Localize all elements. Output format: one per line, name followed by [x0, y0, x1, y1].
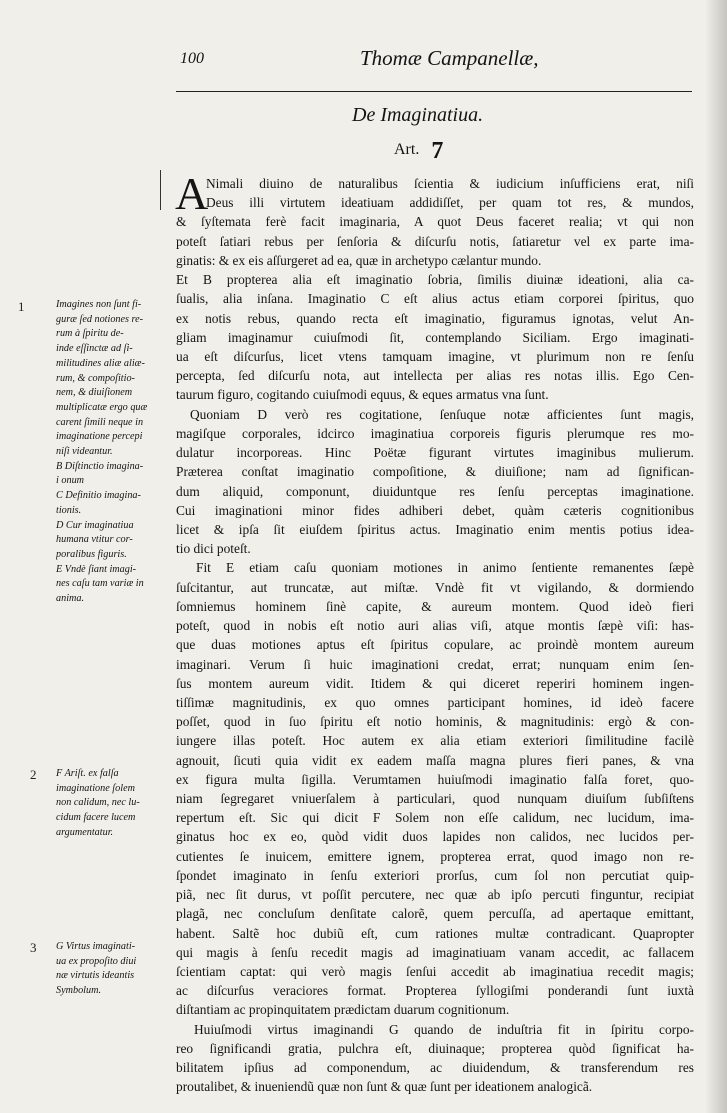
margin-note-line: næ virtutis ideantis — [56, 970, 135, 982]
body-line: poteſt ſatiari rebus per ſenſoria & diſcurſu notis, ſatiaretur vel ex parte ima- — [176, 233, 694, 249]
body-line: imaginari. Verum ſi huic imaginationi credat, errat; nunquam enim ſen- — [176, 656, 694, 672]
margin-note-line: tionis. — [56, 504, 82, 516]
margin-note-line: nes caſu tam variæ in — [56, 578, 144, 590]
body-line: bilitatem ipſius ad componendum, ac diuidendum, & transferendum res — [176, 1060, 694, 1076]
body-line: & ſyſtemata ferè facit imaginaria, A quot Deus faceret realia; vt qui non — [176, 214, 694, 230]
margin-mark: 1 — [18, 299, 25, 314]
body-line: ex figura multa ſigilla. Verumtamen huiuſmodi imaginatio falſa foret, quo- — [176, 771, 694, 787]
body-line: dum aliquid, componunt, diuiduntque res ſenſu perceptas imaginatione. — [176, 483, 694, 499]
header-rule — [176, 91, 692, 92]
margin-note-line: ua ex propoſito diui — [56, 955, 137, 967]
body-line: iungere illas poteſt. Hoc autem ex alia etiam exteriori ſimilitudine facilè — [176, 733, 694, 749]
body-line: ginatis: & ex eis aſſurgeret ad ea, quæ in archetypo cælantur mundo. — [176, 252, 542, 268]
margin-note-line: nem, & diuiſionem — [56, 387, 133, 399]
body-line: cutientes ſe inuicem, emittere ignem, propterea errat, quod imago non re- — [176, 848, 694, 864]
margin-note-line: Imagines non ſunt fi- — [56, 299, 142, 310]
body-line: gliam imaginamur cuiuſmodi ſit, contemplando Siciliam. Ergo imaginati- — [176, 329, 694, 345]
drop-cap: A — [175, 168, 209, 219]
margin-note-line: E Vndè ſiant imagi- — [56, 563, 137, 575]
margin-note-line: imaginatione ſolem — [56, 782, 135, 794]
page-gutter-shadow — [705, 0, 727, 1113]
margin-note-line: argumentatur. — [56, 826, 114, 838]
article-number: 7 — [431, 138, 444, 164]
margin-mark: 2 — [30, 767, 37, 782]
body-line: poteſt, quod in nobis eſt notio auri alias viſi, atque montis ſæpè viſi: has- — [176, 618, 694, 634]
body-line: ac diſcurſus veraciores format. Propterea ſyllogiſmi ponderandi ſunt iuxtà — [176, 983, 694, 999]
margin-note-line: Symbolum. — [56, 985, 101, 997]
body-line: reo ſignificandi gratia, pulchra eſt, diuinaque; propterea quòd ſignificat ha- — [176, 1040, 694, 1056]
body-line: habent. Saltẽ hoc dubiũ eſt, cum rationes multæ contradicant. Quapropter — [176, 925, 694, 941]
body-line: Huiuſmodi virtus imaginandi G quando de induſtria fit in ſpiritu corpo- — [194, 1021, 694, 1037]
margin-note-line: carent ſimili neque in — [56, 416, 144, 428]
body-line: diſtantiam ac propinquitatem prædictam duarum cognitionum. — [176, 1002, 510, 1018]
article-heading — [394, 138, 443, 165]
body-line: Cui imaginationi minor fides adhiberi debet, quàm cæteris cognitionibus — [176, 502, 694, 518]
body-line: poſſet, quod in ſuo ſpiritu eſt notio hominis, & magnitudinis: ergò & con- — [176, 714, 694, 730]
margin-note-line: imaginatione percepi — [56, 431, 143, 443]
body-line: Quoniam D verò res cogitatione, ſenſuque notæ afficientes ſunt magis, — [190, 406, 694, 422]
margin-note-line: F Ariſt. ex falſa — [56, 768, 119, 779]
margin-note-line: rum, & compoſitio- — [56, 372, 135, 384]
body-line: ginatus hoc ex eo, quòd vidit duos lapides non calidos, nec lucidos per- — [176, 829, 694, 845]
margin-note-line: niſi videantur. — [56, 446, 113, 458]
body-line: niam ſegregaret vniuerſalem à particulari, quod nunquam diuiſum ſubſiſtens — [176, 791, 694, 807]
article-label: Art. — [394, 141, 420, 158]
body-line: tio dici poteſt. — [176, 541, 251, 557]
body-line: dulatur incorporeas. Hinc Poëtæ figurant virtutes imaginibus mulierum. — [176, 445, 694, 461]
margin-note — [56, 940, 176, 999]
section-title: De Imaginatiua. — [352, 104, 484, 126]
body-line: ſuſcitantur, aut truncatæ, aut miſtæ. Vndè fit vt vigilando, & dormiendo — [176, 579, 694, 595]
margin-note-line: rum à ſpiritu de- — [56, 328, 124, 340]
body-line: ua eſt diſcurſus, licet vtens tamquam imagine, vt plurimum non re ſenſu — [176, 348, 694, 364]
body-line: agnouit, ſicuti quia vidit ex eadem maſſa magna plures fieri panes, & vna — [176, 752, 694, 768]
body-line: Fit E etiam caſu quoniam motiones in animo ſentiente remanentes ſæpè — [196, 560, 694, 576]
body-line: percepta, ſed diſcurſu nota, aut intellecta per alias res notas illis. Ego Cen- — [176, 368, 694, 384]
body-line: taurum figuro, cogitando cuiuſmodi equus, & eques armatus vna ſunt. — [176, 387, 549, 403]
margin-mark: 3 — [30, 940, 37, 955]
body-line: ſus montem aureum vidit. Itidem & qui diceret reperiri hominem ingen- — [176, 675, 694, 691]
running-title: Thomæ Campanellæ, — [360, 46, 539, 70]
margin-note-line: D Cur imaginatiua — [56, 519, 134, 531]
margin-note-line: G Virtus imaginati- — [56, 941, 136, 952]
page-number: 100 — [180, 50, 204, 67]
margin-note-line: inde eſſinctæ ad ſi- — [56, 343, 133, 355]
margin-note-line: poralibus figuris. — [56, 548, 127, 560]
body-line: repertum eſt. Sic qui dicit F Solem non eſſe calidum, nec lucidum, ima- — [176, 810, 694, 826]
margin-note-line: guræ ſed notiones re- — [56, 313, 144, 325]
margin-note-line: humana vtitur cor- — [56, 534, 133, 546]
body-line: ſcientiam captat: qui verò magis ſenſui accedit ab imaginatiua recedit magis; — [176, 964, 694, 980]
margin-note — [56, 298, 176, 607]
margin-note-line: i onum — [56, 475, 85, 487]
margin-note — [56, 767, 176, 841]
body-line: proutalibet, & inueniendũ quæ non ſunt & quæ ſunt per ideationem analogicã. — [176, 1079, 593, 1095]
margin-note-line: multiplicatæ ergo quæ — [56, 401, 148, 413]
page-header — [180, 46, 690, 76]
margin-note-line: C Definitio imagina- — [56, 490, 141, 502]
body-line: Deus illi virtutem ideatiuam addidiſſet, per quam tot res, & mundos, — [206, 195, 694, 211]
margin-note-line: cidum facere lucem — [56, 812, 136, 824]
body-line: ſpondet imaginato in ſenſu exteriori prorſus, cum ſol non percutiat quip- — [176, 867, 694, 883]
body-line: Præterea conſtat imaginatio compoſitione, & diuiſione; nam ad ſignifican- — [176, 464, 694, 480]
body-line: ſualis, alia inſana. Imaginatio C eſt alius actus etiam corporei ſpiritus, quo — [176, 291, 694, 307]
margin-note-line: anima. — [56, 593, 85, 605]
body-line: plagã, nec concluſum denſitate calorẽ, quem percuſſa, ad apertaque emittant, — [176, 906, 694, 922]
body-line: tiſſimæ magnitudinis, ex quo omnes participant homines, id ideò facere — [176, 694, 694, 710]
margin-note-line: militudines aliæ aliæ- — [56, 357, 145, 369]
body-line: que duas motiones aptus eſt ſpiritus copulare, ac proindè montem aureum — [176, 637, 694, 653]
body-line: magiſque corporales, idcirco imaginatiua corporeis figuris plerumque res mo- — [176, 425, 694, 441]
body-line: ſomniemus hominem ſinè capite, & aureum montem. Quod ideò fieri — [176, 598, 694, 614]
body-line: licet & ipſa ſit eiuſdem ſpiritus actus. Imaginatio enim mentis potius idea- — [176, 521, 694, 537]
body-line: Et B propterea alia eſt imaginatio ſobria, ſimilis diuinæ ideationi, alia ca- — [176, 272, 694, 288]
margin-note-line: non calidum, nec lu- — [56, 797, 140, 809]
margin-note-line: B Diſtinctio imagina- — [56, 460, 144, 472]
body-line: Nimali diuino de naturalibus ſcientia & iudicium inſufficiens erat, niſi — [206, 176, 694, 191]
body-line: qui magis à ſenſu recedit magis ad imaginatiuam vanam accedit, ac fallacem — [176, 944, 694, 960]
body-line: piã, nec ſit durus, vt poſſit percutere, nec quæ ab ipſo percuti finguntur, recipiat — [176, 887, 694, 903]
body-line: ex notis rebus, quando recta eſt imaginatio, figuramus ignotas, velut An- — [176, 310, 694, 326]
bracket-mark — [160, 170, 167, 210]
